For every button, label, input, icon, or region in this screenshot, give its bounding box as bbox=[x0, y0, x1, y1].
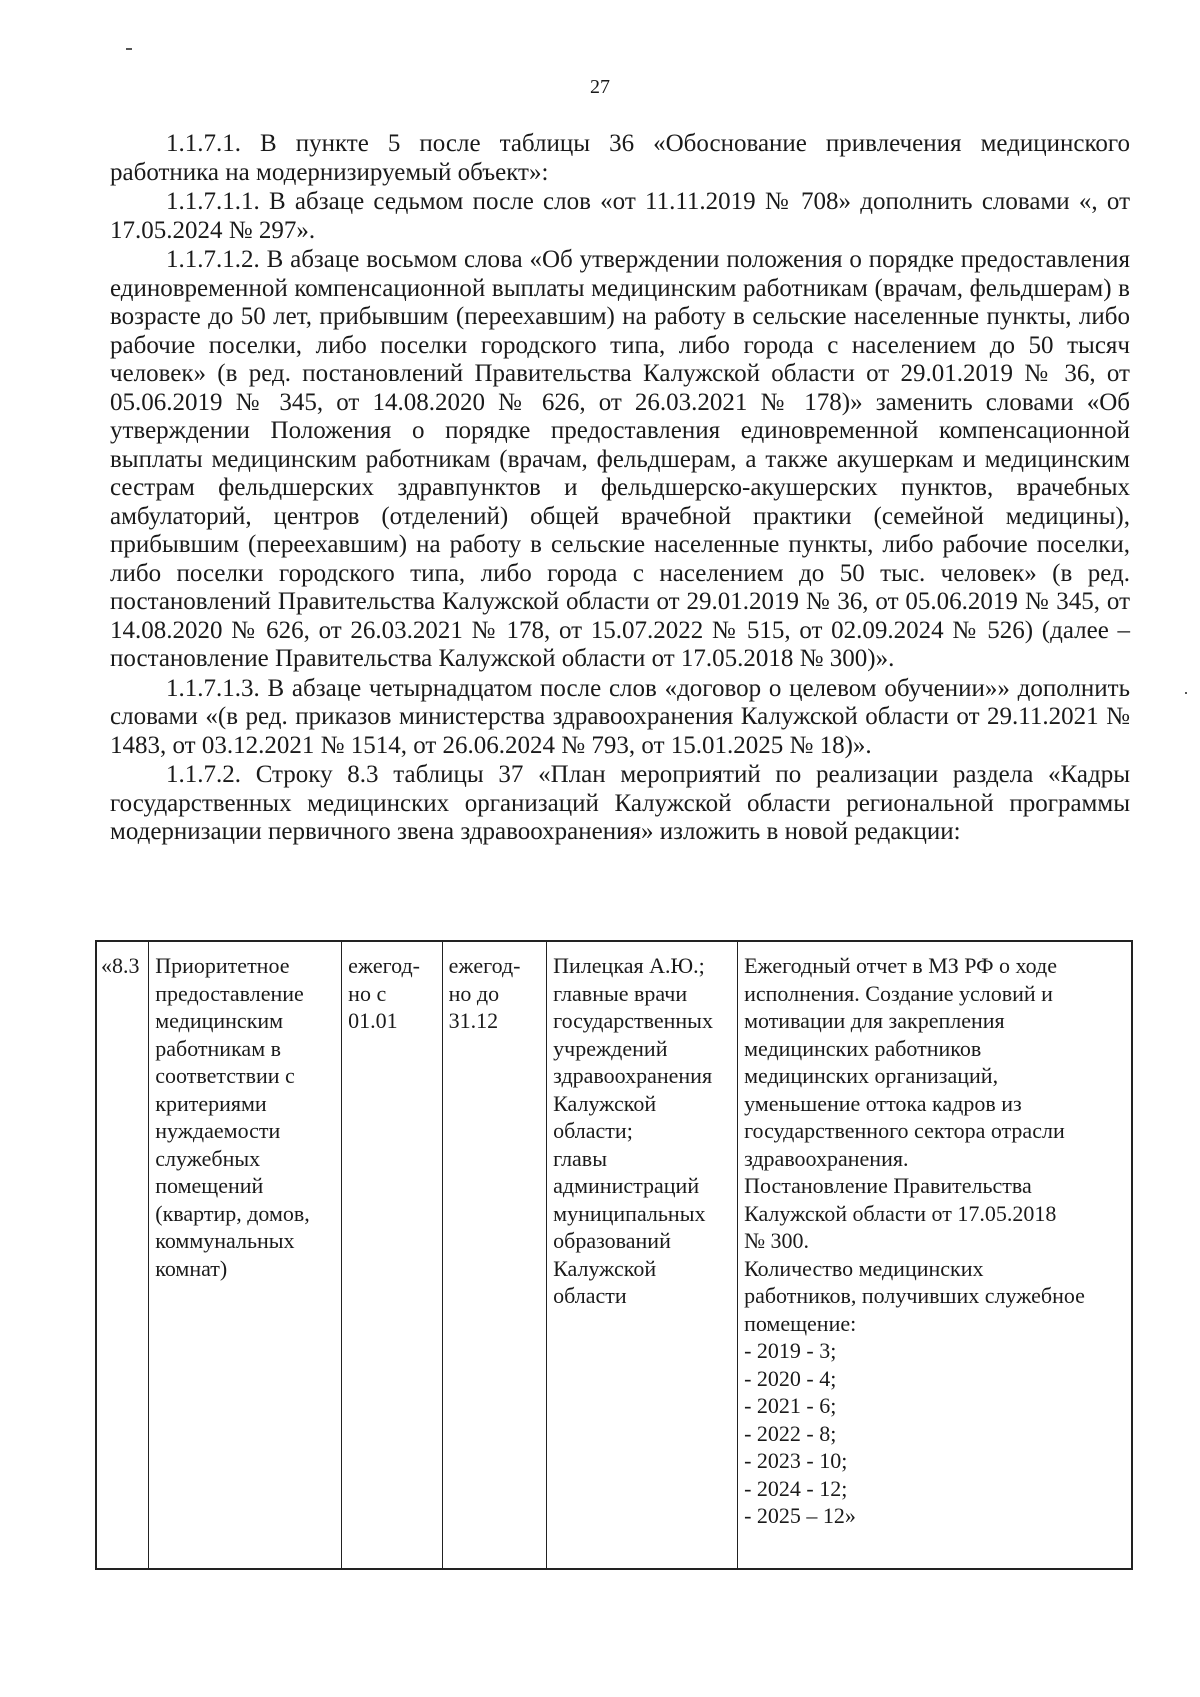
cell-responsible: Пилецкая А.Ю.; главные врачи государственных учреждений здравоохранения Калужской области; главы администраций муниципальных образований Калужской области bbox=[547, 941, 738, 1569]
cell-row-number: «8.3 bbox=[96, 941, 149, 1569]
plan-table-row-8-3 bbox=[95, 940, 1133, 1570]
paragraph-1-1-7-1-3: 1.1.7.1.3. В абзаце четырнадцатом после слов «договор о целевом обучении»» дополнить словами «(в ред. приказов министерства здравоохранения Калужской области от 29.11.2021 № 1483, от 03.12.2021 № 1514, от 26.06.2024 № 793, от 15.01.2025 № 18)». bbox=[110, 674, 1130, 759]
table-row bbox=[96, 941, 1132, 1569]
paragraph-1-1-7-2: 1.1.7.2. Строку 8.3 таблицы 37 «План мероприятий по реализации раздела «Кадры государственных медицинских организаций Калужской области региональной программы модернизации первичного звена здравоохранения» изложить в новой редакции: bbox=[110, 761, 1130, 845]
page-number: 27 bbox=[590, 76, 610, 98]
paragraph-1-1-7-1-2: 1.1.7.1.2. В абзаце восьмом слова «Об утверждении положения о порядке предоставления единовременной компенсационной выплаты медицинским работникам (врачам, фельдшерам) в возрасте до 50 лет, прибывшим (переехавшим) на работу в сельские населенные пункты, либо рабочие поселки, либо поселки городского типа, либо города с населением до 50 тысяч человек» (в ред. постановлений Правительства Калужской области от 29.01.2019 № 36, от 05.06.2019 № 345, от 14.08.2020 № 626, от 26.03.2021 № 178)» заменить словами «Об утверждении Положения о порядке предоставления единовременной компенсационной выплаты медицинским работникам (врачам, фельдшерам, а также акушеркам и медицинским сестрам фельдшерских здравпунктов и фельдшерско-акушерских пунктов, врачебных амбулаторий, центров (отделений) общей врачебной практики (семейной медицины), прибывшим (переехавшим) на работу в сельские населенные пункты, либо рабочие поселки, либо поселки городского типа, либо города с населением до 50 тыс. человек» (в ред. постановлений Правительства Калужской области от 29.01.2019 № 36, от 05.06.2019 № 345, от 14.08.2020 № 626, от 26.03.2021 № 178, от 15.07.2022 № 515, от 02.09.2024 № 526) (далее – постановление Правительства Калужской области от 17.05.2018 № 300)». bbox=[110, 246, 1130, 672]
cell-end-date: ежегод- но до 31.12 bbox=[442, 941, 547, 1569]
cell-activity: Приоритетное предоставление медицинским работникам в соответствии с критериями нуждаемости служебных помещений (квартир, домов, коммунальных комнат) bbox=[149, 941, 342, 1569]
cell-expected-result: Ежегодный отчет в МЗ РФ о ходе исполнения. Создание условий и мотивации для закрепления медицинских работников медицинских организаций, уменьшение оттока кадров из государственного сектора отрасли здравоохранения. Постановление Правительства Калужской области от 17.05.2018 № 300. Количество медицинских работников, получивших служебное помещение: - 2019 - 3; - 2020 - 4; - 2021 - 6; - 2022 - 8; - 2023 - 10; - 2024 - 12; - 2025 – 12» bbox=[738, 941, 1132, 1569]
document-body bbox=[110, 130, 1130, 848]
cell-start-date: ежегод- но с 01.01 bbox=[342, 941, 442, 1569]
scan-artifact-mark bbox=[126, 48, 132, 50]
paragraph-1-1-7-1-1: 1.1.7.1.1. В абзаце седьмом после слов «от 11.11.2019 № 708» дополнить словами «, от 17.05.2024 № 297». bbox=[110, 188, 1130, 244]
scan-artifact-mark bbox=[1185, 692, 1187, 694]
paragraph-1-1-7-1: 1.1.7.1. В пункте 5 после таблицы 36 «Обоснование привлечения медицинского работника на модернизируемый объект»: bbox=[110, 130, 1130, 186]
